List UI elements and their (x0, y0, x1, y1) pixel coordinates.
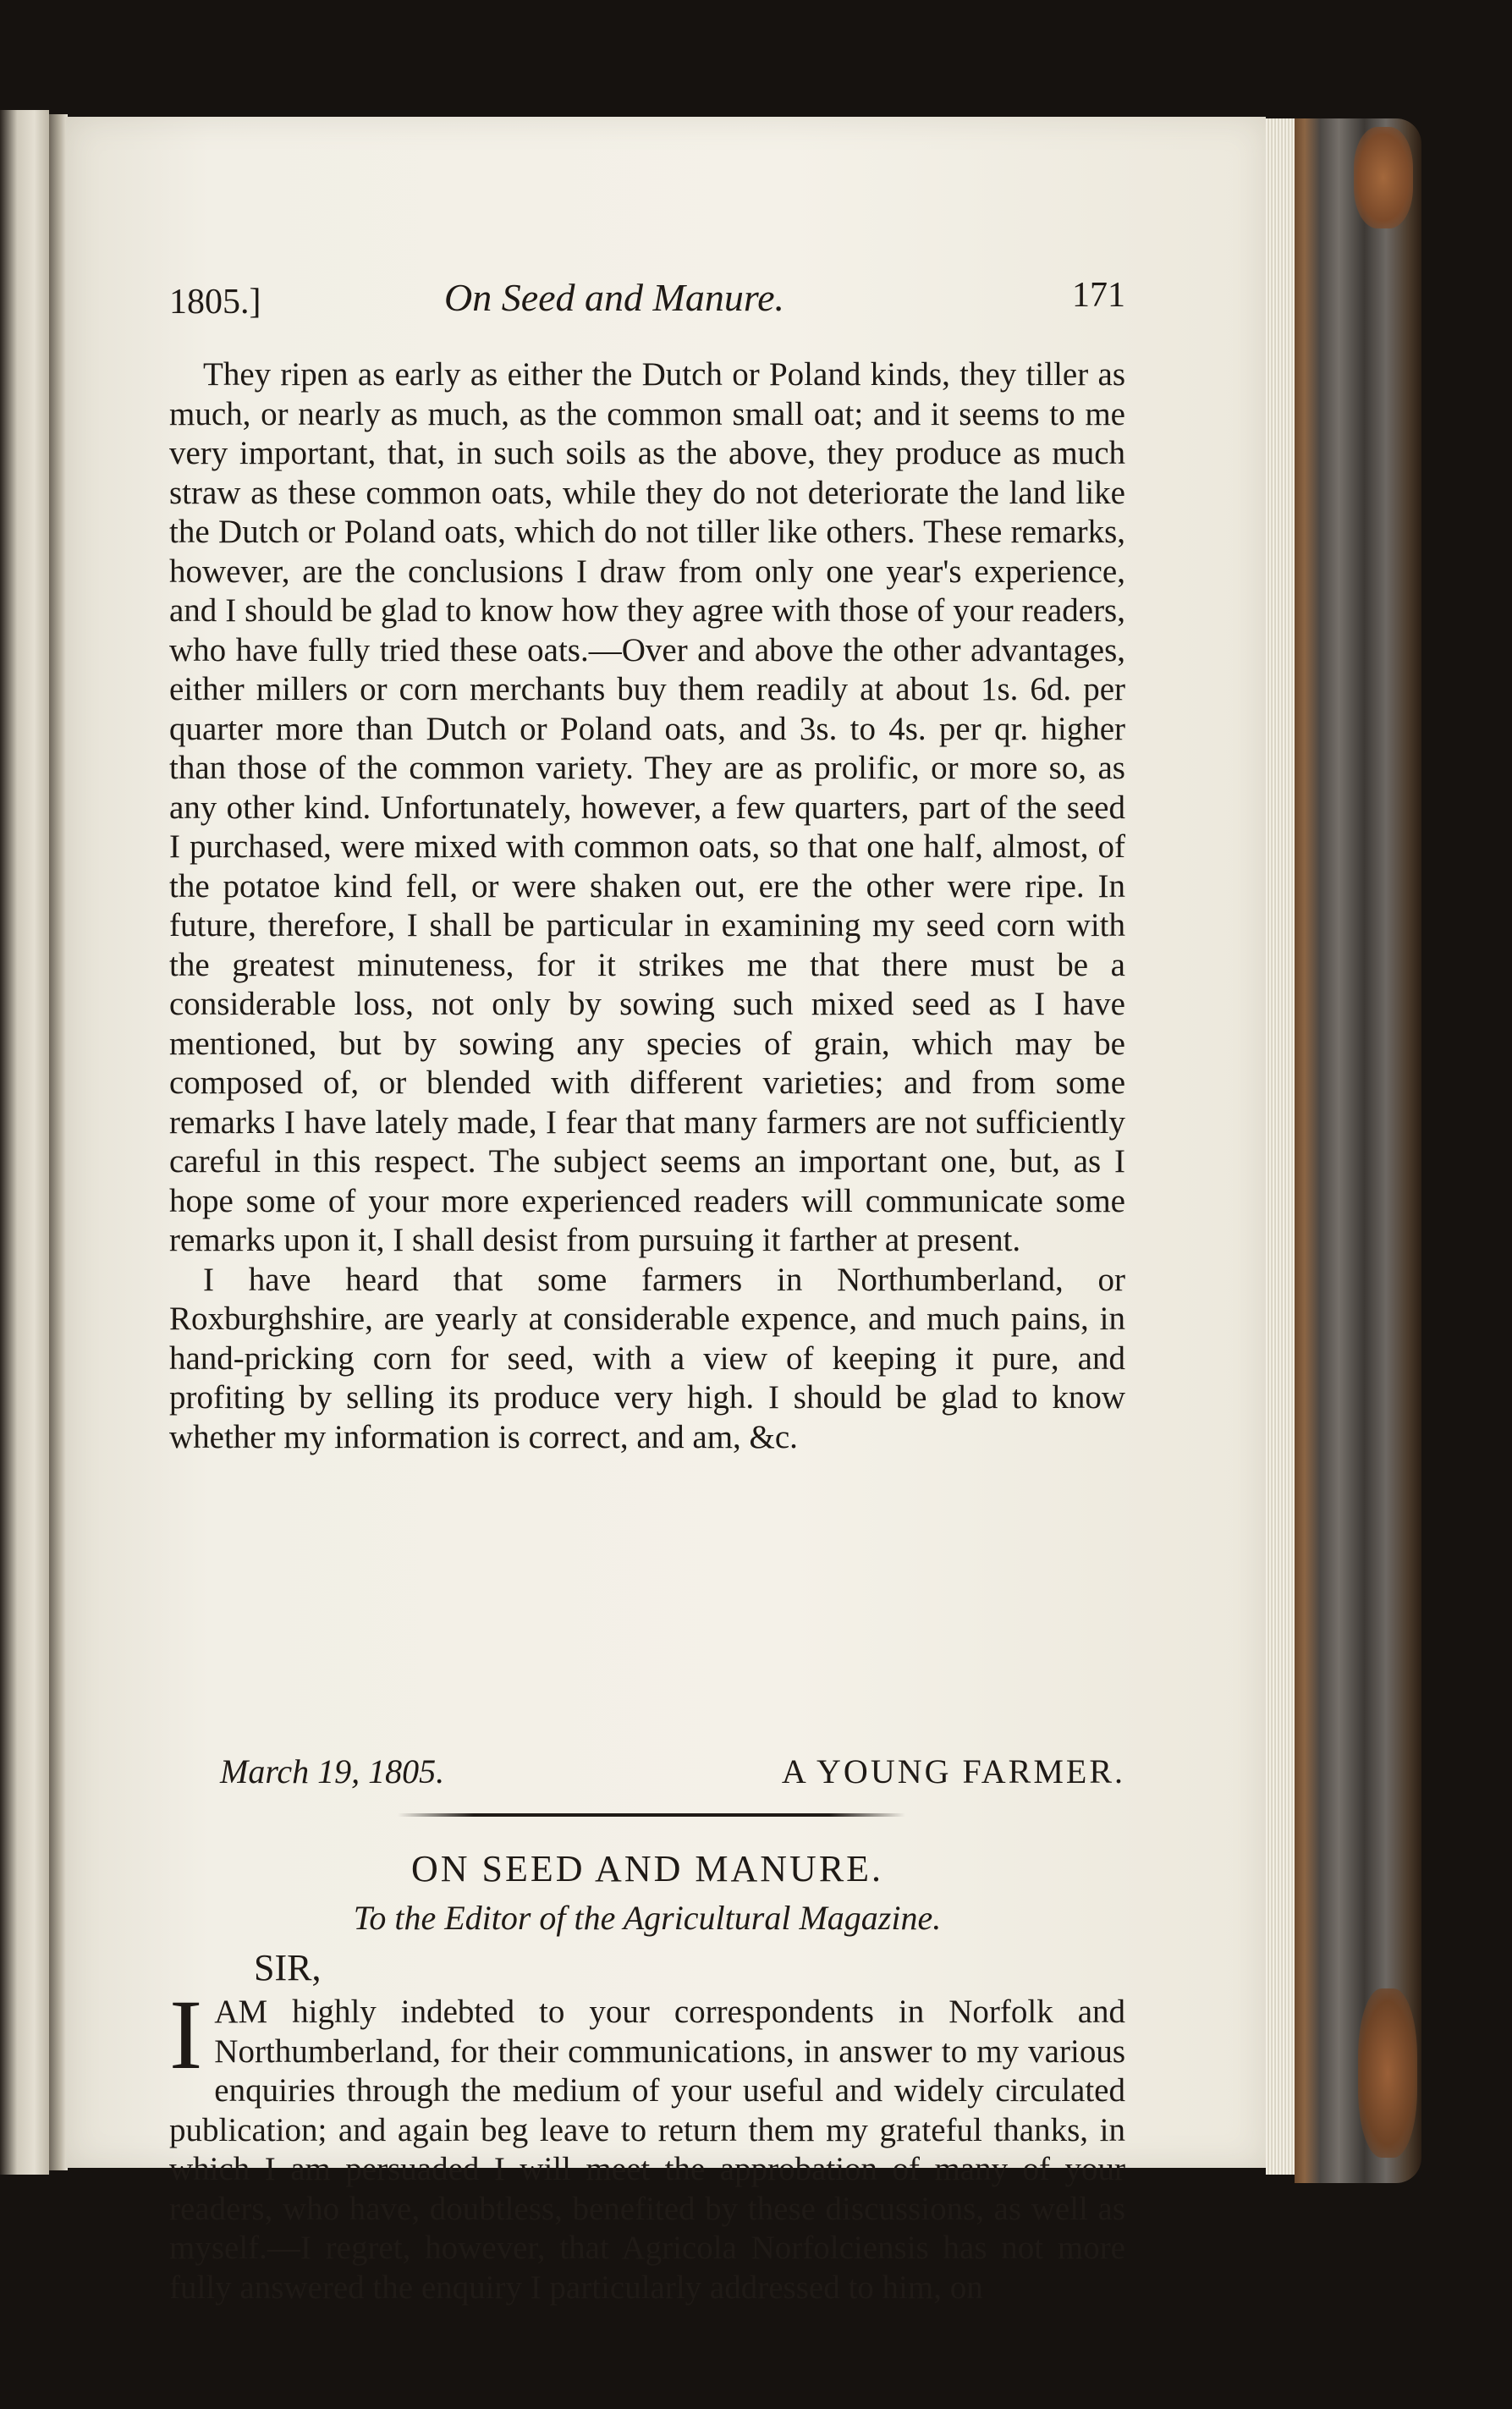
letter-one-date: March 19, 1805. (220, 1752, 445, 1790)
letter-two-text: highly indebted to your correspondents in Norfolk and Northumberland, for their communications, in answer to my various enquiries through the medium of your useful and widely circulated publication; and again beg leave to return them my grateful thanks, in which I am persuaded I will meet the approbation of many of your readers, who have, doubtless, benefited by these discussions, as well as myself.—I regret, however, that Agricola Norfolciensis has not more fully answered the enquiry I particularly addressed to him, on (169, 1994, 1125, 2306)
running-head (169, 275, 1125, 326)
running-head-title: On Seed and Manure. (444, 276, 784, 319)
page-number: 171 (1072, 276, 1125, 315)
letter-one-paragraph-1: They ripen as early as either the Dutch or Poland kinds, they tiller as much, or nearly as much, as the common small oat; and it seems to me very important, that, in such soils as the above, they produce as much straw as these common oats, while they do not deteriorate the land like the Dutch or Poland oats, which do not tiller like others. These remarks, however, are the conclusions I draw from only one year's experience, and I should be glad to know how they agree with those of your readers, who have fully tried these oats.—Over and above the other advantages, either millers or corn merchants buy them readily at about 1s. 6d. per quarter more than Dutch or Poland oats, and 3s. to 4s. per qr. higher than those of the common variety. They are as prolific, or more so, as any other kind. Unfortunately, however, a few quarters, part of the seed I purchased, were mixed with common oats, so that one half, almost, of the potatoe kind fell, or were shaken out, ere the other were ripe. In future, therefore, I shall be particular in examining my seed corn with the greatest minuteness, for it strikes me that there must be a considerable loss, not only by sowing such mixed seed as I have mentioned, but by sowing any species of grain, which may be composed of, or blended with different varieties; and from some remarks I have lately made, I fear that many farmers are not sufficiently careful in this respect. The subject seems an important one, but, as I hope some of your more experienced readers will communicate some remarks upon it, I shall desist from pursuing it farther at present. (169, 356, 1125, 1258)
letter-one-signature: A YOUNG FARMER. (781, 1752, 1125, 1790)
drop-cap: I (169, 1979, 203, 2090)
letter-two-first-words: AM (214, 1994, 268, 2030)
cover-wear-bottom (1358, 1988, 1417, 2158)
letter-one-paragraph-2: I have heard that some farmers in Northumberland, or Roxburghshire, are yearly at considerable expence, and much pains, in hand-pricking corn for seed, with a view of keeping it pure, and profiting by selling its produce very high. I should be glad to know whether my information is correct, and am, &c. (169, 1261, 1125, 1455)
left-page-edge (0, 110, 49, 2175)
section-divider-rule (398, 1813, 905, 1817)
cover-wear-top (1354, 127, 1413, 228)
section-title: ON SEED AND MANURE. (410, 1848, 884, 1889)
page-stack-edges (1266, 118, 1296, 2175)
running-head-year: 1805.] (169, 283, 261, 322)
section-subtitle: To the Editor of the Agricultural Magazine. (353, 1899, 942, 1937)
salutation: SIR, (254, 1947, 322, 1988)
book-gutter (49, 114, 68, 2170)
letter-one-body (169, 355, 1125, 1457)
letter-two-body (169, 1979, 1125, 2307)
letter-one-signoff (169, 1752, 1125, 1794)
book-cover-edge (1295, 118, 1421, 2183)
